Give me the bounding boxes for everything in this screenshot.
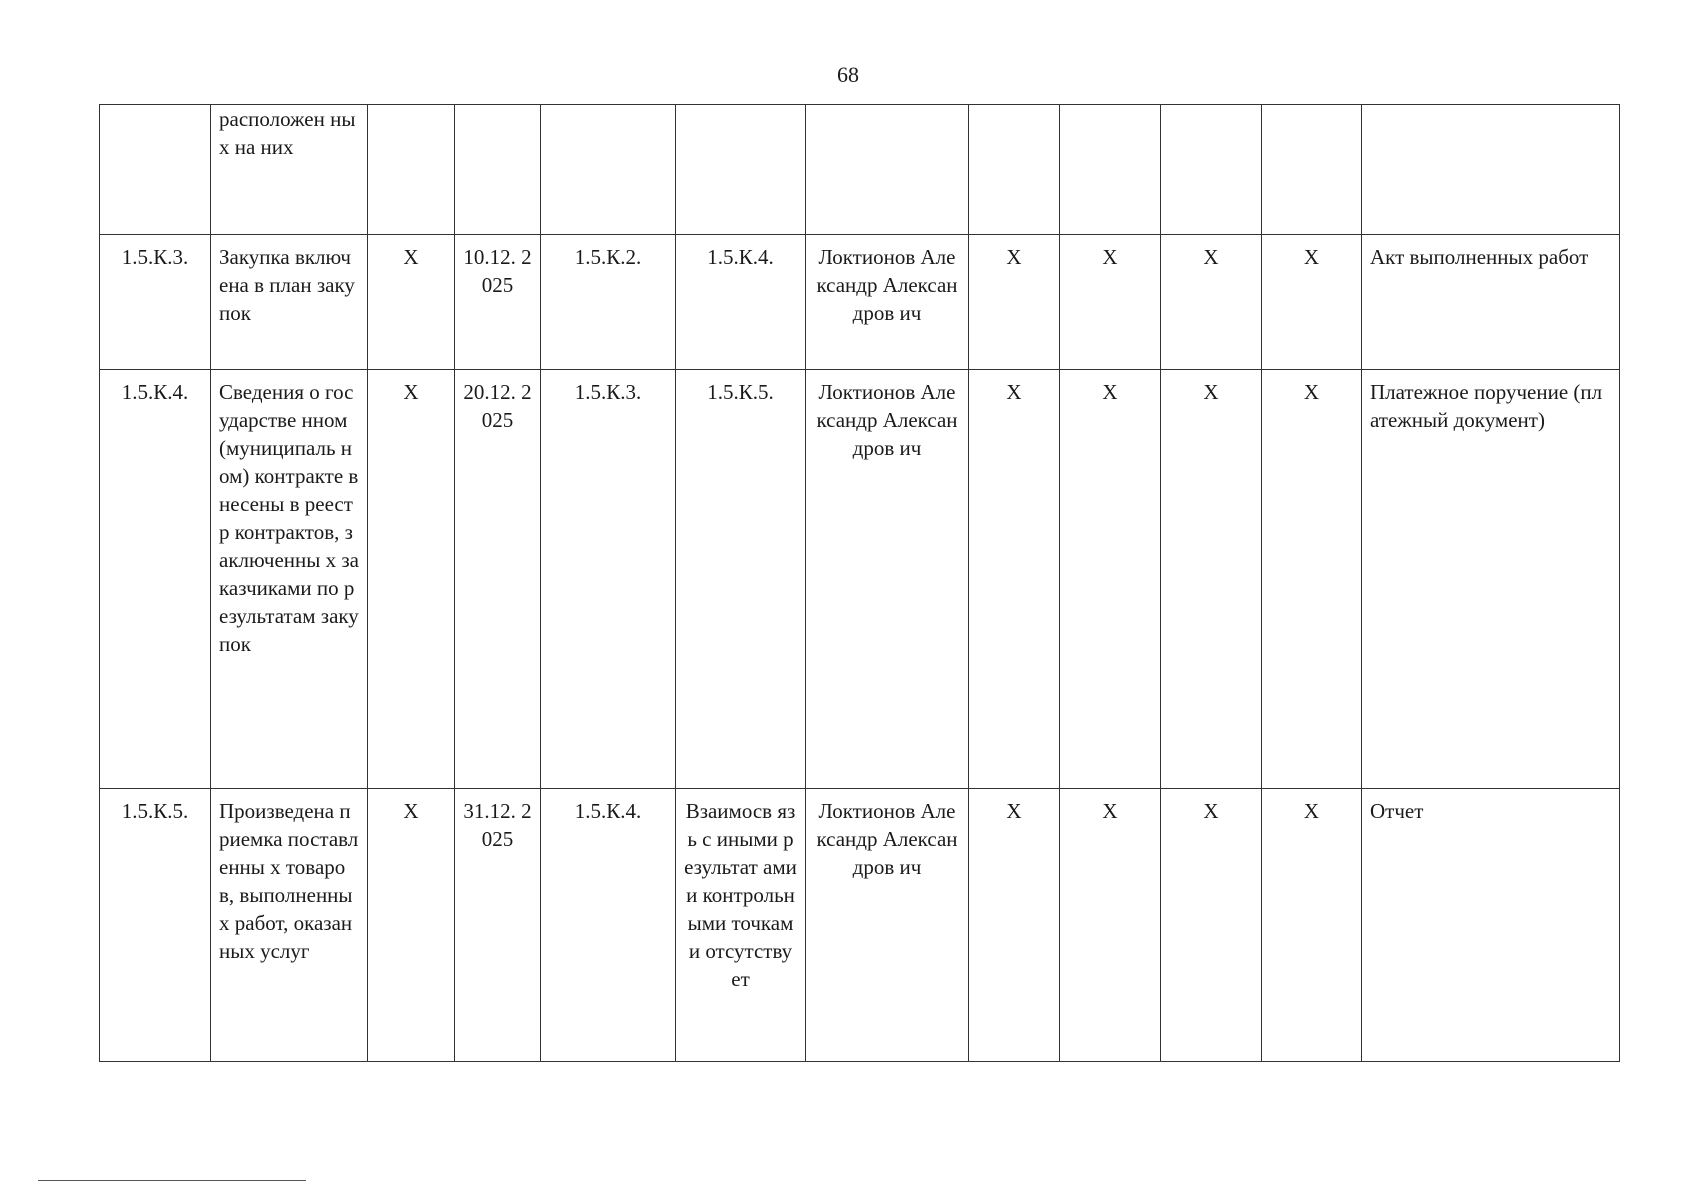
responsible-person: Локтионов Александр Александров ич — [806, 789, 969, 1062]
previous-point — [541, 105, 676, 235]
cell-mark: X — [368, 235, 455, 370]
due-date: 20.12. 2025 — [455, 370, 541, 789]
cell-mark — [969, 105, 1060, 235]
previous-point: 1.5.К.4. — [541, 789, 676, 1062]
cell-mark: X — [1161, 235, 1262, 370]
cell-mark — [1161, 105, 1262, 235]
table-row — [100, 370, 1620, 789]
page-number: 68 — [837, 62, 859, 87]
confirming-document: Отчет — [1362, 789, 1620, 1062]
confirming-document: Акт выполненных работ — [1362, 235, 1620, 370]
table-row — [100, 235, 1620, 370]
responsible-person: Локтионов Александр Александров ич — [806, 370, 969, 789]
event-name: Произведена приемка поставленны х товаров, выполненны х работ, оказанных услуг — [211, 789, 368, 1062]
next-point — [676, 105, 806, 235]
previous-point: 1.5.К.2. — [541, 235, 676, 370]
cell-mark: X — [368, 370, 455, 789]
cell-mark: X — [1060, 235, 1161, 370]
row-number: 1.5.К.5. — [100, 789, 211, 1062]
cell-mark: X — [969, 235, 1060, 370]
row-number: 1.5.К.3. — [100, 235, 211, 370]
responsible-person: Локтионов Александр Александров ич — [806, 235, 969, 370]
table-row — [100, 105, 1620, 235]
cell-mark: X — [1262, 370, 1362, 789]
control-points-table — [99, 104, 1620, 1062]
due-date: 10.12. 2025 — [455, 235, 541, 370]
event-name: Сведения о государстве нном (муниципаль ном) контракте внесены в реестр контрактов, заключенны х заказчиками по результатам закупок — [211, 370, 368, 789]
cell-mark: X — [1262, 789, 1362, 1062]
row-number: 1.5.К.4. — [100, 370, 211, 789]
footnote-divider — [38, 1180, 306, 1181]
cell-mark: X — [1060, 789, 1161, 1062]
confirming-document: Платежное поручение (платежный документ) — [1362, 370, 1620, 789]
responsible-person — [806, 105, 969, 235]
due-date — [455, 105, 541, 235]
next-point: 1.5.К.5. — [676, 370, 806, 789]
next-point: Взаимосв язь с иными результат ами и контрольн ыми точками отсутству ет — [676, 789, 806, 1062]
table-row — [100, 789, 1620, 1062]
cell-mark — [368, 105, 455, 235]
row-number — [100, 105, 211, 235]
confirming-document — [1362, 105, 1620, 235]
cell-mark: X — [1262, 235, 1362, 370]
cell-mark: X — [1060, 370, 1161, 789]
previous-point: 1.5.К.3. — [541, 370, 676, 789]
event-name: расположен ных на них — [211, 105, 368, 235]
cell-mark: X — [969, 370, 1060, 789]
next-point: 1.5.К.4. — [676, 235, 806, 370]
due-date: 31.12. 2025 — [455, 789, 541, 1062]
event-name: Закупка включена в план закупок — [211, 235, 368, 370]
cell-mark: X — [1161, 789, 1262, 1062]
cell-mark: X — [368, 789, 455, 1062]
cell-mark — [1262, 105, 1362, 235]
cell-mark: X — [969, 789, 1060, 1062]
cell-mark: X — [1161, 370, 1262, 789]
cell-mark — [1060, 105, 1161, 235]
